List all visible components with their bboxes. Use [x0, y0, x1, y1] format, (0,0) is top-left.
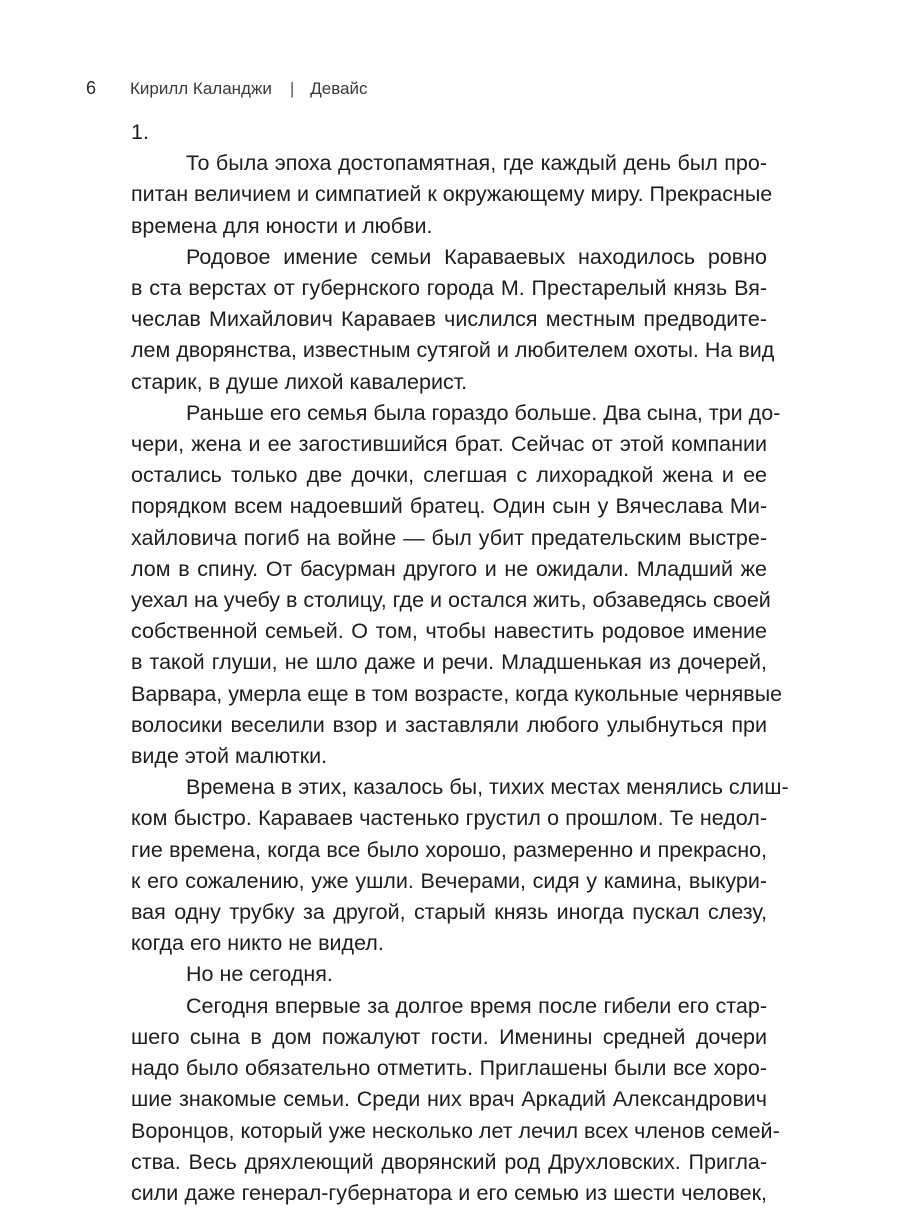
page-number: 6: [86, 78, 97, 98]
text-line: старик, в душе лихой кавалерист.: [131, 369, 468, 394]
text-line: шие знакомые семьи. Среди них врач Аркадий Александрович: [131, 1087, 767, 1112]
chapter-number: 1.: [131, 120, 149, 144]
text-line: к его сожалению, уже ушли. Вечерами, сидя у камина, выкури-: [131, 868, 767, 893]
text-line: шего сына в дом пожалуют гости. Именины средней дочери: [131, 1024, 767, 1049]
text-line: когда его никто не видел.: [131, 931, 384, 956]
text-line: сили даже генерал-губернатора и его семью из шести человек,: [131, 1180, 767, 1205]
author-name: Кирилл Каланджи: [130, 79, 272, 98]
chapter-text: [131, 117, 789, 1209]
running-header: [86, 76, 368, 101]
book-title: Девайс: [310, 79, 368, 98]
text-line: в такой глуши, не шло даже и речи. Младшенькая из дочерей,: [131, 650, 767, 675]
text-line: остались только две дочки, слегшая с лихорадкой жена и ее: [131, 463, 767, 488]
text-line: ком быстро. Караваев частенько грустил о прошлом. Те недол-: [131, 806, 767, 831]
text-line: уехал на учебу в столицу, где и остался жить, обзаведясь своей: [131, 588, 771, 613]
text-line: Варвара, умерла еще в том возрасте, когда кукольные чернявые: [131, 681, 783, 706]
text-line: лем дворянства, известным сутягой и любителем охоты. На вид: [131, 338, 775, 363]
text-line: Но не сегодня.: [186, 962, 333, 987]
text-line: ства. Весь дряхлеющий дворянский род Друхловских. Пригла-: [131, 1149, 767, 1174]
text-line: чеслав Михайлович Караваев числился местным предводите-: [131, 307, 767, 332]
text-line: порядком всем надоевший братец. Один сын у Вячеслава Ми-: [131, 494, 767, 519]
text-line: времена для юности и любви.: [131, 213, 433, 238]
text-line: в ста верстах от губернского города М. Престарелый князь Вя-: [131, 276, 767, 301]
text-line: Времена в этих, казалось бы, тихих местах менялись слиш-: [186, 775, 789, 800]
text-line: хайловича погиб на войне — был убит предательским выстре-: [131, 525, 767, 550]
text-line: питан величием и симпатией к окружающему миру. Прекрасные: [131, 182, 773, 207]
text-line: лом в спину. От басурман другого и не ожидали. Младший же: [131, 556, 767, 581]
text-line: чери, жена и ее загостившийся брат. Сейчас от этой компании: [131, 432, 767, 457]
text-line: Сегодня впервые за долгое время после гибели его стар-: [186, 993, 767, 1018]
text-line: То была эпоха достопамятная, где каждый день был про-: [186, 151, 767, 176]
text-line: Раньше его семья была гораздо больше. Два сына, три до-: [186, 400, 781, 425]
text-line: собственной семьей. О том, чтобы навестить родовое имение: [131, 619, 767, 644]
text-line: Воронцов, который уже несколько лет лечил всех членов семей-: [131, 1118, 780, 1143]
header-separator: |: [289, 79, 295, 98]
text-line: виде этой малютки.: [131, 744, 328, 769]
text-line: вая одну трубку за другой, старый князь иногда пускал слезу,: [131, 900, 767, 925]
text-line: Родовое имение семьи Караваевых находилось ровно: [186, 244, 767, 269]
text-line: надо было обязательно отметить. Приглашены были все хоро-: [131, 1056, 767, 1081]
text-line: гие времена, когда все было хорошо, размеренно и прекрасно,: [131, 837, 767, 862]
text-line: волосики веселили взор и заставляли любого улыбнуться при: [131, 712, 767, 737]
